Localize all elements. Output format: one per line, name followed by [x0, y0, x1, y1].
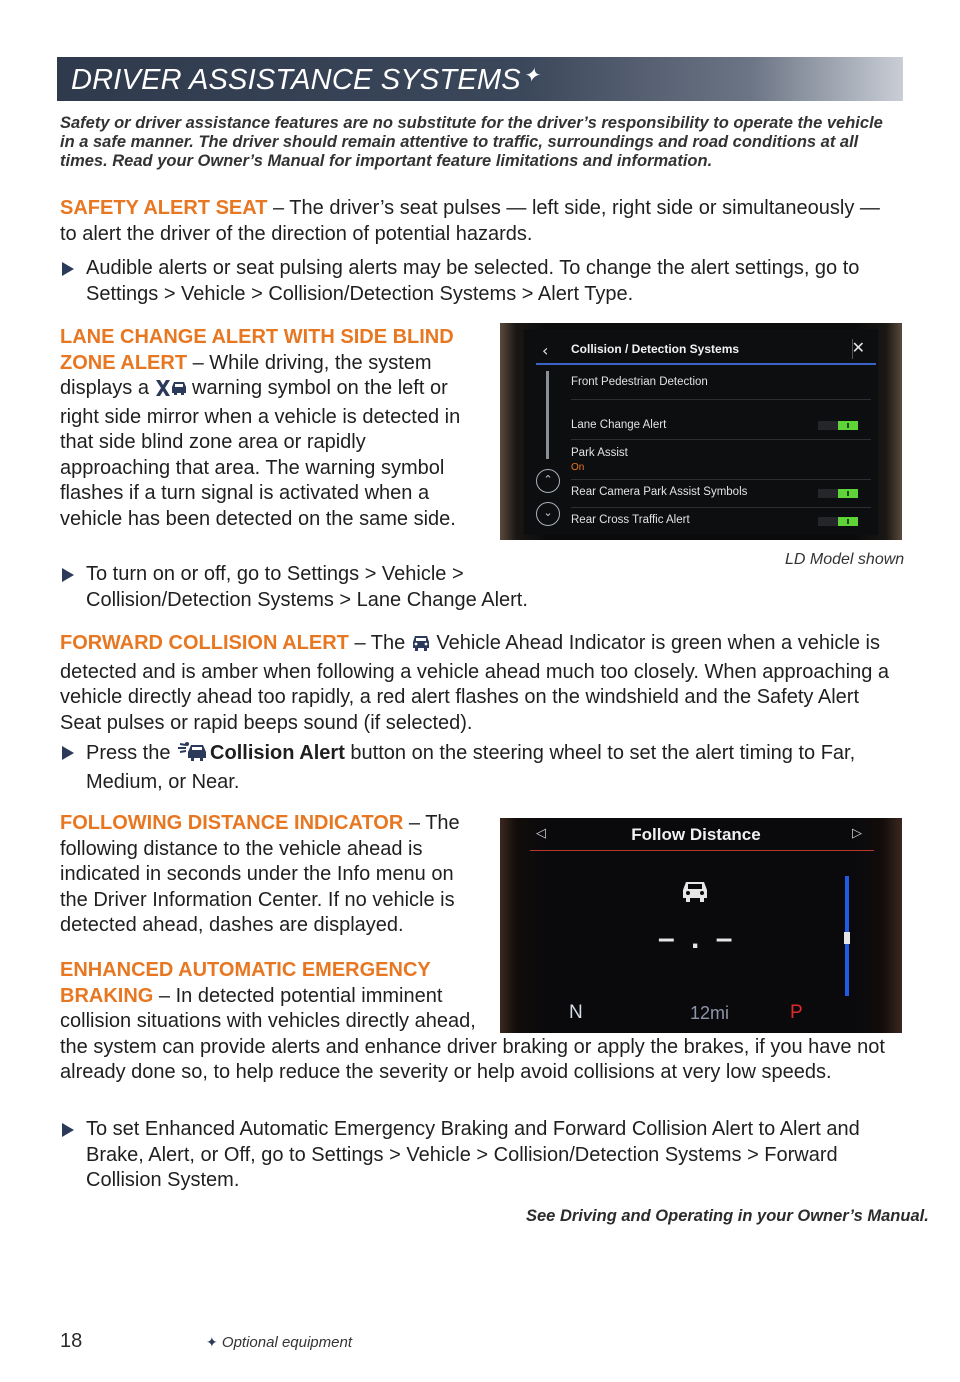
optional-star-icon: ✦ [522, 65, 540, 87]
bullet-triangle-icon [62, 262, 74, 276]
safety-alert-seat-bullet: Audible alerts or seat pulsing alerts may be selected. To change the alert settings, go to Settings > Vehicle > Collision/Detection Systems > Alert Type. [60, 256, 890, 307]
optional-star-icon: ✦ [206, 1334, 218, 1350]
screen-title: Collision / Detection Systems [571, 342, 740, 356]
lane-change-bullet: To turn on or off, go to Settings > Vehicle > Collision/Detection Systems > Lane Change Alert. [60, 562, 600, 613]
collision-alert-button-icon [176, 740, 210, 770]
infotainment-display [524, 329, 878, 535]
lane-change-paragraph: LANE CHANGE ALERT WITH SIDE BLIND ZONE ALERT – While driving, the system displays a warning symbol on the left or right side mirror when a vehicle is detected in that side blind zone area or rapidly approaching that area. The warning symbol flashes if a turn signal is activated when a vehicle has been detected on the same side. [60, 326, 461, 530]
following-distance-paragraph: FOLLOWING DISTANCE INDICATOR – The following distance to the vehicle ahead is indicated in seconds under the Info menu on the Driver Information Center. If no vehicle is detected ahead, dashes are displayed. [60, 812, 460, 936]
following-distance-value: – . – [658, 922, 737, 955]
bullet-triangle-icon [62, 1123, 74, 1137]
back-chevron-icon[interactable]: ‹ [542, 341, 549, 360]
rear-cross-traffic-toggle[interactable] [818, 517, 858, 526]
collision-alert-label: Collision Alert [210, 742, 345, 764]
title-underline [530, 850, 874, 851]
divider [571, 507, 871, 508]
scroll-up-icon[interactable]: ⌃ [536, 469, 560, 493]
safety-disclaimer: Safety or driver assistance features are no substitute for the driver’s responsibility to operate the vehicle in a safe manner. The driver should remain attentive to traffic, surroundings and road conditions at all times. Read your Owner’s Manual for important feature limitations and information. [60, 114, 883, 170]
close-icon[interactable]: ✕ [851, 338, 865, 357]
menu-item-rear-cross-traffic[interactable]: Rear Cross Traffic Alert [571, 514, 690, 526]
aeb-bullet: To set Enhanced Automatic Emergency Braking and Forward Collision Alert to Alert and Brake, Alert, or Off, go to Settings > Vehicle > Collision/Detection Systems > Forward Collision System. [60, 1117, 890, 1194]
bullet-triangle-icon [62, 568, 74, 582]
compass-heading: N [569, 1002, 583, 1023]
menu-item-lane-change[interactable]: Lane Change Alert [571, 419, 667, 431]
safety-alert-seat-paragraph: SAFETY ALERT SEAT – The driver’s seat pulses — left side, right side or simultaneously — to alert the driver of the direction of potential hazards. [60, 197, 880, 245]
divider [571, 399, 871, 400]
menu-item-rear-camera[interactable]: Rear Camera Park Assist Symbols [571, 486, 748, 498]
optional-equipment-footnote: ✦ Optional equipment [206, 1334, 352, 1351]
title-underline [536, 363, 876, 365]
previous-arrow-icon[interactable]: ◁ [536, 826, 546, 841]
aeb-paragraph: ENHANCED AUTOMATIC EMERGENCY BRAKING – In detected potential imminent collision situations with vehicles directly ahead, the system can provide alerts and enhance driver braking or apply the brakes, if you have not already done so, to help reduce the severity or help avoid collisions at very low speeds. [60, 958, 902, 1086]
divider [571, 479, 871, 480]
collision-detection-screenshot [500, 323, 902, 540]
scroll-down-icon[interactable]: ⌄ [536, 502, 560, 526]
section-header-bar [57, 57, 903, 101]
bullet-triangle-icon [62, 746, 74, 760]
next-arrow-icon[interactable]: ▷ [852, 826, 862, 841]
safety-alert-seat-heading: SAFETY ALERT SEAT [60, 197, 268, 219]
vehicle-ahead-icon [680, 878, 710, 909]
page-number: 18 [60, 1330, 83, 1352]
following-distance-heading: FOLLOWING DISTANCE INDICATOR [60, 812, 404, 834]
lane-change-heading: LANE CHANGE ALERT WITH SIDE BLIND ZONE ALERT [60, 326, 454, 374]
lane-change-toggle[interactable] [818, 421, 858, 430]
scrollbar[interactable] [546, 371, 549, 459]
follow-distance-title: Follow Distance [631, 825, 761, 844]
range-readout: 12mi [690, 1003, 730, 1023]
image-float-spacer [477, 958, 902, 1034]
aeb-heading: ENHANCED AUTOMATIC EMERGENCY BRAKING [60, 959, 431, 1007]
see-owners-manual-note: See Driving and Operating in your Owner’s Manual. [526, 1207, 929, 1225]
distance-marker [844, 932, 850, 944]
forward-collision-paragraph: FORWARD COLLISION ALERT – The Vehicle Ahead Indicator is green when a vehicle is detected and is amber when following a vehicle ahead much too closely. When approaching a vehicle directly ahead too rapidly, a red alert flashes on the windshield and the Safety Alert Seat pulses or rapid beeps sound (if selected). [60, 632, 890, 734]
gear-indicator: P [790, 1002, 803, 1023]
divider [571, 439, 871, 440]
menu-item-front-pedestrian[interactable]: Front Pedestrian Detection [571, 376, 708, 388]
forward-collision-heading: FORWARD COLLISION ALERT [60, 632, 349, 654]
vehicle-ahead-icon [411, 634, 431, 660]
collision-alert-bullet: Press the Collision Alert button on the steering wheel to set the alert timing to Far, Medium, or Near. [60, 740, 890, 795]
menu-item-park-assist[interactable]: Park Assist [571, 447, 628, 459]
blind-zone-warning-icon [155, 379, 187, 405]
image-caption: LD Model shown [785, 551, 905, 568]
section-title: DRIVER ASSISTANCE SYSTEMS ✦ [71, 64, 540, 96]
park-assist-status: On [571, 462, 585, 473]
rear-camera-toggle[interactable] [818, 489, 858, 498]
